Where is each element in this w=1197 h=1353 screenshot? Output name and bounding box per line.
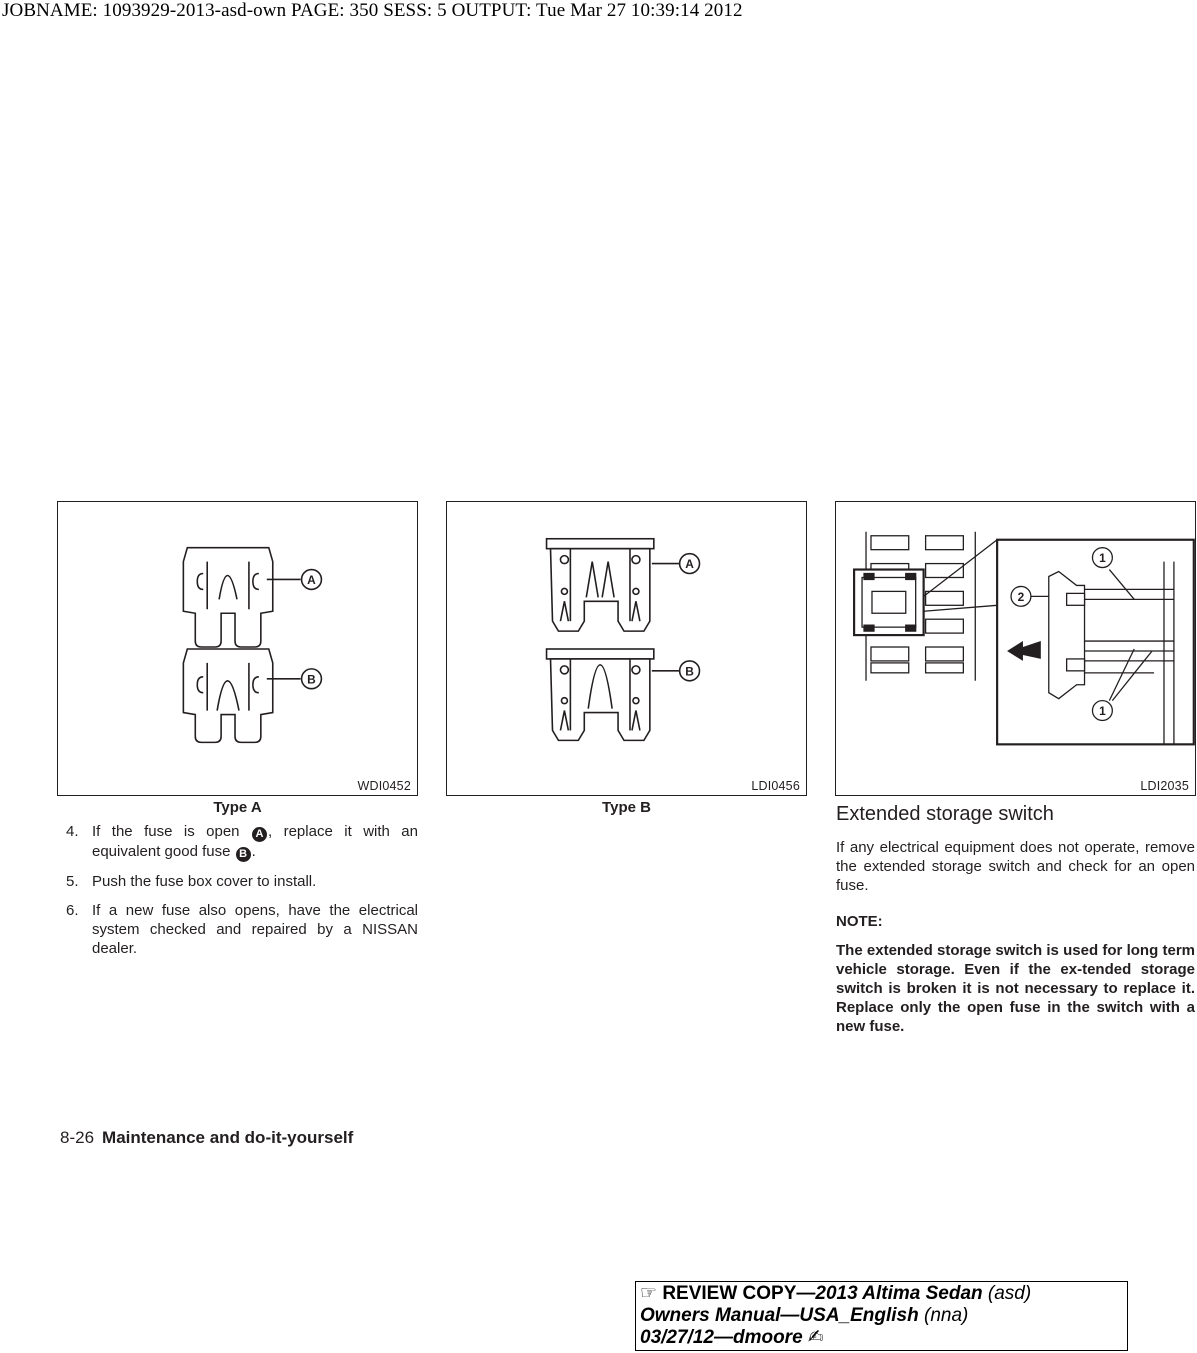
review-copy-box	[635, 1281, 1128, 1351]
review-manual: Owners Manual—USA_English	[640, 1305, 919, 1326]
page-footer	[60, 1128, 353, 1148]
extended-storage-section	[836, 803, 1195, 1036]
step-5	[66, 872, 418, 891]
figure-caption-type-b: Type B	[602, 799, 651, 816]
callout-b: B	[307, 672, 316, 687]
callout-a: A	[307, 572, 316, 587]
step-number: 6.	[66, 902, 79, 919]
writing-hand-icon: ✍	[807, 1327, 824, 1348]
figure-extended-storage-switch	[835, 501, 1196, 796]
callout-1: 1	[1099, 551, 1106, 566]
review-model-code: (asd)	[982, 1283, 1032, 1304]
job-header: JOBNAME: 1093929-2013-asd-own PAGE: 350 SESS: 5 OUTPUT: Tue Mar 27 10:39:14 2012	[2, 0, 743, 21]
fuse-type-a-illustration	[58, 502, 417, 795]
pointing-hand-icon: ☞	[640, 1283, 658, 1304]
figure-code: WDI0452	[357, 779, 411, 793]
review-label: REVIEW COPY—	[662, 1283, 816, 1304]
figure-code: LDI0456	[751, 779, 800, 793]
note-label: NOTE:	[836, 913, 883, 930]
step-text: Push the fuse box cover to install.	[92, 873, 317, 890]
step-text: .	[251, 843, 256, 860]
page-number: 8-26	[60, 1128, 95, 1147]
step-6	[66, 901, 418, 958]
section-body: If any electrical equipment does not operate, remove the extended storage switch and check for an open fuse.	[836, 839, 1195, 894]
figure-type-b	[446, 501, 807, 796]
figure-code: LDI2035	[1140, 779, 1189, 793]
step-text: If a new fuse also opens, have the electrical system checked and repaired by a NISSAN dealer.	[92, 902, 418, 957]
step-number: 4.	[66, 823, 79, 840]
procedure-steps	[66, 822, 418, 968]
figure-caption-type-a: Type A	[213, 799, 262, 816]
callout-b: B	[685, 664, 694, 679]
step-text: If the fuse is open	[92, 823, 251, 840]
callout-a: A	[685, 557, 694, 572]
chapter-title: Maintenance and do-it-yourself	[102, 1128, 354, 1147]
note-text: The extended storage switch is used for long term vehicle storage. Even if the ex-tended storage switch is broken it is not necessary to replace it. Replace only the open fuse in the switch with a new fuse.	[836, 942, 1195, 1035]
fuse-type-b-illustration	[447, 502, 806, 795]
circled-a-icon: A	[252, 827, 267, 842]
callout-1b: 1	[1099, 704, 1106, 719]
step-4	[66, 822, 418, 862]
step-number: 5.	[66, 873, 79, 890]
figure-type-a	[57, 501, 418, 796]
review-date: 03/27/12—dmoore	[640, 1327, 803, 1348]
step-text: , replace it with an equivalent good fuse	[92, 823, 418, 860]
callout-2: 2	[1017, 589, 1025, 604]
circled-b-icon: B	[236, 847, 251, 862]
storage-switch-illustration	[836, 502, 1195, 795]
review-model: 2013 Altima Sedan	[815, 1283, 983, 1304]
review-manual-code: (nna)	[918, 1305, 969, 1326]
section-heading: Extended storage switch	[836, 803, 1054, 825]
